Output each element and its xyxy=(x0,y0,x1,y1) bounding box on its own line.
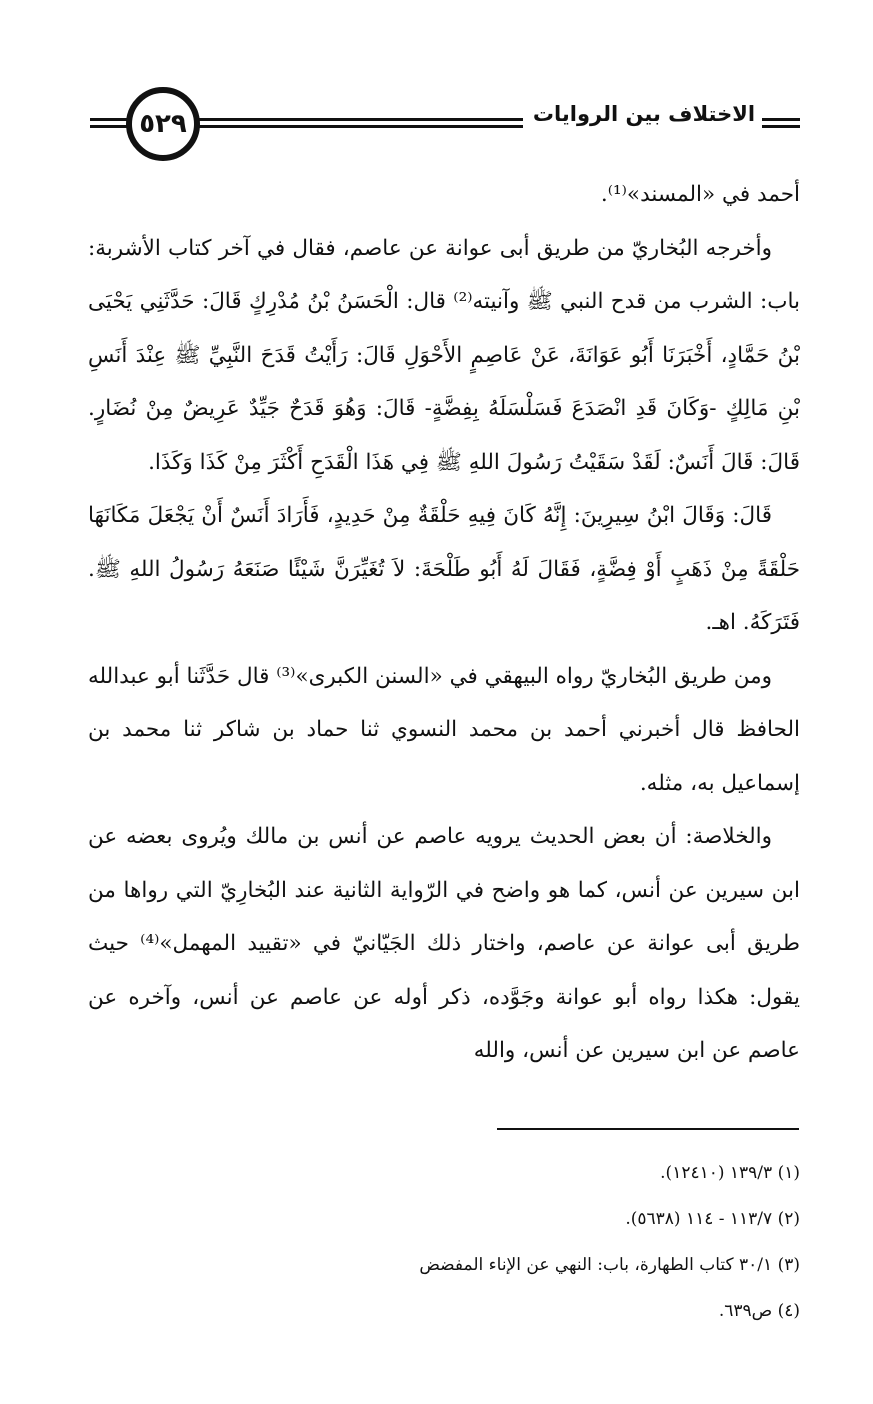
header-rule xyxy=(193,125,523,128)
footnote: (٢) ١١٣/٧ - ١١٤ (٥٦٣٨). xyxy=(625,1209,800,1229)
footnotes xyxy=(120,1150,800,1334)
footnote-separator xyxy=(497,1128,799,1130)
header-rule xyxy=(762,118,800,121)
page-number: ٥٢٩ xyxy=(126,87,200,161)
running-title: الاختلاف بين الروايات xyxy=(532,102,756,126)
footnote: (٣) ٣٠/١ كتاب الطهارة، باب: النهي عن الإناء المفضض xyxy=(419,1255,800,1275)
header-rule xyxy=(193,118,523,121)
paragraph: قَالَ: وَقَالَ ابْنُ سِيرِينَ: إِنَّهُ كَانَ فِيهِ حَلْقَةٌ مِنْ حَدِيدٍ، فَأَرَادَ أَنَسٌ أَنْ يَجْعَلَ مَكَانَهَا حَلْقَةً مِنْ ذَهَبٍ أَوْ فِضَّةٍ، فَقَالَ لَهُ أَبُو طَلْحَةَ: لاَ تُغَيِّرَنَّ شَيْئًا صَنَعَهُ رَسُولُ اللهِ ﷺ. فَتَرَكَهُ. اهـ. xyxy=(88,503,800,635)
paragraph: وأخرجه البُخاريّ من طريق أبى عوانة عن عاصم، فقال في آخر كتاب الأشربة: باب: الشرب من قدح النبي ﷺ وآنيته⁽²⁾ قال: الْحَسَنُ بْنُ مُدْرِكٍ قَالَ: حَدَّثَنِي يَحْيَى بْنُ حَمَّادٍ، أَخْبَرَنَا أَبُو عَوَانَةَ، عَنْ عَاصِمٍ الأَحْوَلِ قَالَ: رَأَيْتُ قَدَحَ النَّبِيِّ ﷺ عِنْدَ أَنَسِ بْنِ مَالِكٍ -وَكَانَ قَدِ انْصَدَعَ فَسَلْسَلَهُ بِفِضَّةٍ- قَالَ: وَهُوَ قَدَحٌ جَيِّدٌ عَرِيضٌ مِنْ نُضَارٍ. قَالَ: قَالَ أَنَسٌ: لَقَدْ سَقَيْتُ رَسُولَ اللهِ ﷺ فِي هَذَا الْقَدَحِ أَكْثَرَ مِنْ كَذَا وَكَذَا. xyxy=(88,235,801,475)
footnote: (١) ١٣٩/٣ (١٢٤١٠). xyxy=(660,1163,800,1183)
paragraph: والخلاصة: أن بعض الحديث يرويه عاصم عن أنس بن مالك ويُروى بعضه عن ابن سيرين عن أنس، كما هو واضح في الرّواية الثانية عند البُخارِيّ التي رواها من طريق أبى عوانة عن عاصم، واختار ذلك الجَيّانيّ في «تقييد المهمل»⁽⁴⁾ حيث يقول: هكذا رواه أبو عوانة وجَوَّده، ذكر أوله عن عاصم عن أنس، وآخره عن عاصم عن ابن سيرين عن أنس، والله xyxy=(88,824,801,1063)
footnote: (٤) ص٦٣٩. xyxy=(718,1301,800,1321)
paragraph: أحمد في «المسند»⁽¹⁾. xyxy=(600,182,800,207)
main-text xyxy=(88,168,800,1078)
header-rule xyxy=(762,125,800,128)
page-header xyxy=(0,80,873,170)
paragraph: ومن طريق البُخاريّ رواه البيهقي في «السنن الكبرى»⁽³⁾ قال حَدَّثَنا أبو عبدالله الحافظ قال أخبرني أحمد بن محمد النسوي ثنا حماد بن شاكر ثنا محمد بن إسماعيل به، مثله. xyxy=(88,663,800,796)
